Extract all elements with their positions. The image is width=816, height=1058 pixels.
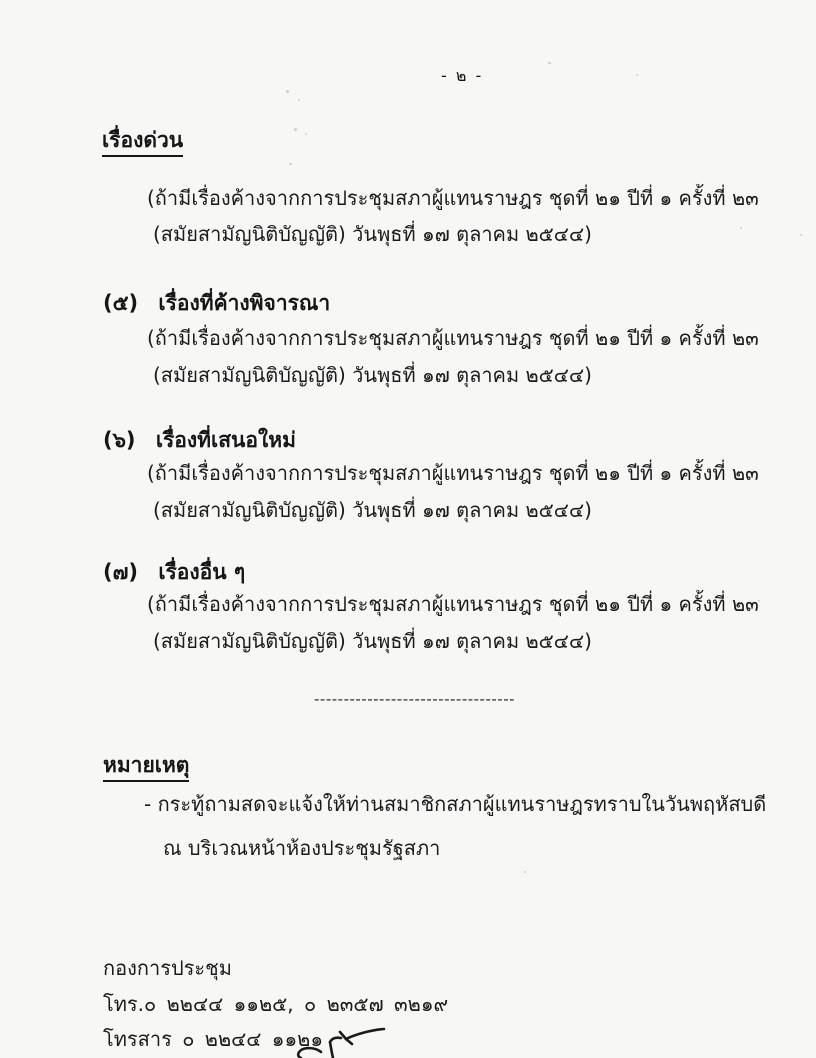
section-7-body-line-2: (สมัยสามัญนิติบัญญัติ) วันพุธที่ ๑๗ ตุลาคม ๒๕๔๔)	[153, 629, 592, 653]
note-line-2: ณ บริเวณหน้าห้องประชุมรัฐสภา	[163, 836, 441, 860]
section-urgent-title: เรื่องด่วน	[102, 128, 183, 157]
scan-noise-speck	[305, 133, 307, 135]
section-7-heading	[103, 560, 245, 585]
section-divider: ----------------------------------	[314, 690, 516, 708]
scan-noise-speck	[298, 99, 300, 101]
section-urgent-body-line-2: (สมัยสามัญนิติบัญญัติ) วันพุธที่ ๑๗ ตุลาคม ๒๕๔๔)	[153, 222, 592, 246]
section-5-title: เรื่องที่ค้างพิจารณา	[158, 291, 331, 315]
scan-noise-speck	[636, 74, 638, 76]
scan-noise-speck	[289, 163, 292, 165]
scan-noise-speck	[531, 341, 533, 343]
section-7-body-line-1: (ถ้ามีเรื่องค้างจากการประชุมสภาผู้แทนราษฎร ชุดที่ ๒๑ ปีที่ ๑ ครั้งที่ ๒๓	[147, 592, 759, 616]
section-6-body-line-2: (สมัยสามัญนิติบัญญัติ) วันพุธที่ ๑๗ ตุลาคม ๒๕๔๔)	[153, 498, 592, 522]
section-6-title: เรื่องที่เสนอใหม่	[155, 428, 296, 452]
section-5-heading	[103, 291, 330, 316]
section-7-number: (๗)	[103, 560, 138, 584]
scan-noise-speck	[548, 62, 551, 64]
section-5-body-line-1: (ถ้ามีเรื่องค้างจากการประชุมสภาผู้แทนราษฎร ชุดที่ ๒๑ ปีที่ ๑ ครั้งที่ ๒๓	[147, 326, 759, 350]
scan-noise-speck	[286, 90, 289, 93]
scan-noise-speck	[294, 128, 297, 131]
section-6-body-line-1: (ถ้ามีเรื่องค้างจากการประชุมสภาผู้แทนราษฎร ชุดที่ ๒๑ ปีที่ ๑ ครั้งที่ ๒๓	[147, 461, 759, 485]
footer-department: กองการประชุม	[103, 956, 232, 980]
page-number: - ๒ -	[441, 66, 484, 85]
note-line-1: - กระทู้ถามสดจะแจ้งให้ท่านสมาชิกสภาผู้แทนราษฎรทราบในวันพฤหัสบดี	[144, 792, 767, 816]
section-urgent-body-line-1: (ถ้ามีเรื่องค้างจากการประชุมสภาผู้แทนราษฎร ชุดที่ ๒๑ ปีที่ ๑ ครั้งที่ ๒๓	[147, 186, 759, 210]
section-5-number: (๕)	[103, 291, 139, 315]
scan-noise-speck	[740, 227, 742, 229]
section-6-number: (๖)	[103, 428, 136, 452]
section-6-heading	[103, 428, 296, 453]
footer-fax: โทรสาร ๐ ๒๒๔๔ ๑๑๒๑	[103, 1027, 324, 1051]
scan-noise-speck	[758, 600, 760, 602]
note-heading	[103, 753, 189, 782]
scan-noise-speck	[524, 871, 526, 873]
section-urgent-heading	[102, 128, 183, 157]
scan-noise-speck	[800, 234, 802, 236]
note-heading-label: หมายเหตุ	[103, 753, 189, 782]
footer-phone: โทร.๐ ๒๒๔๔ ๑๑๒๕, ๐ ๒๓๕๗ ๓๒๑๙	[103, 992, 449, 1016]
section-5-body-line-2: (สมัยสามัญนิติบัญญัติ) วันพุธที่ ๑๗ ตุลาคม ๒๕๔๔)	[153, 363, 592, 387]
handwritten-pen-mark-icon	[288, 1016, 398, 1058]
section-7-title: เรื่องอื่น ๆ	[158, 560, 246, 584]
